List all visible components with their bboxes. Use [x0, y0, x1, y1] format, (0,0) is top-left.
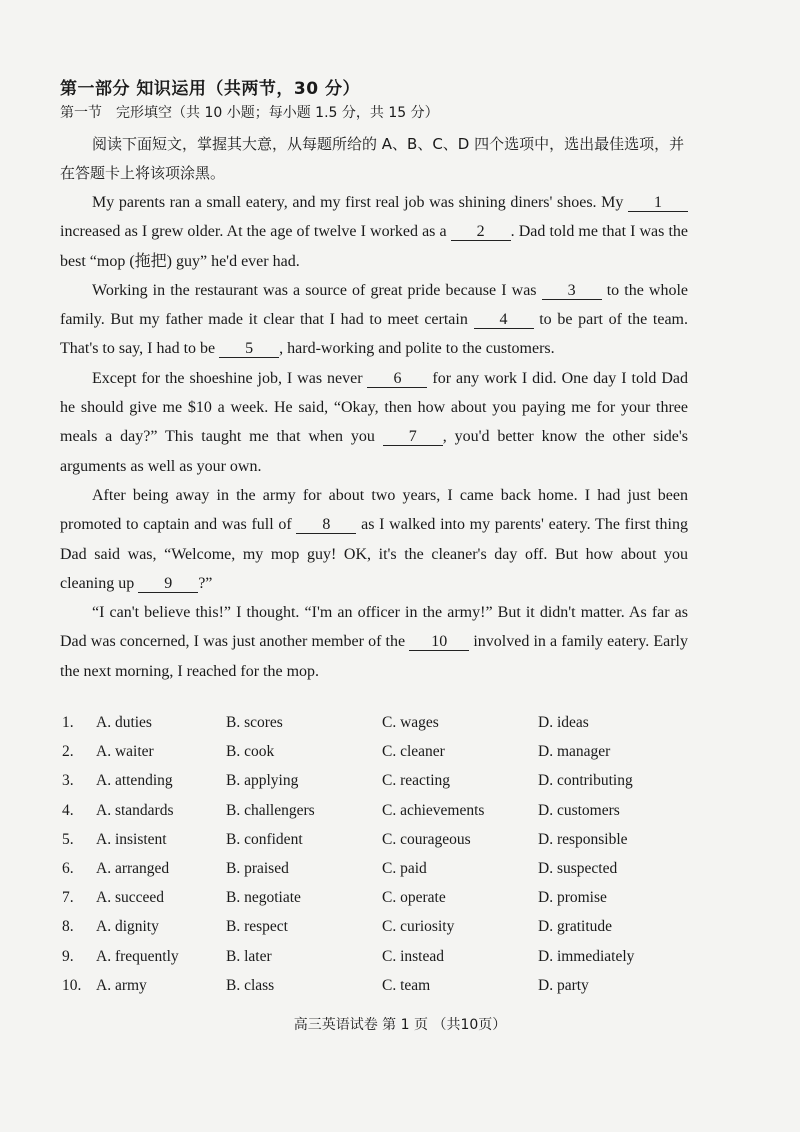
- option-c: C. instead: [382, 947, 444, 965]
- answer-options: [62, 710, 702, 1002]
- question-row: [62, 710, 702, 739]
- passage-text: After being away in the army for about two years, I came back home. I had just been promoted to captain and was full of: [60, 486, 688, 534]
- question-number: 5.: [62, 830, 74, 848]
- option-d: D. contributing: [538, 772, 633, 790]
- option-b: B. confident: [226, 830, 303, 848]
- passage-text: ?”: [198, 574, 213, 592]
- option-c: C. paid: [382, 859, 427, 877]
- option-d: D. promise: [538, 889, 607, 907]
- option-a: A. attending: [96, 772, 173, 790]
- option-d: D. customers: [538, 801, 620, 819]
- passage-text: “I can't believe this!” I thought. “I'm an officer in the army!” But it didn't matter. As far as Dad was concerned, I was just another member of the: [60, 604, 688, 651]
- option-a: A. waiter: [96, 743, 154, 761]
- blank-2: 2: [451, 224, 511, 241]
- option-b: B. applying: [226, 772, 299, 790]
- passage-text: to be part of the team. That's to say, I had to be: [60, 311, 688, 358]
- option-d: D. gratitude: [538, 918, 613, 936]
- option-c: C. operate: [382, 889, 446, 907]
- question-row: [62, 944, 702, 973]
- option-a: A. dignity: [96, 918, 159, 936]
- question-number: 10.: [62, 976, 82, 994]
- option-c: C. team: [382, 976, 431, 994]
- option-b: B. respect: [226, 918, 288, 936]
- option-d: D. suspected: [538, 859, 618, 877]
- question-row: [62, 827, 702, 856]
- blank-4: 4: [474, 312, 534, 329]
- passage-text: for any work I did. One day I told Dad he should give me $10 a week. He said, “Okay, then how about you paying me for your three meals a day?” This taught me that when you: [60, 369, 688, 446]
- question-number: 4.: [62, 801, 74, 819]
- option-c: C. achievements: [382, 801, 485, 819]
- option-a: A. succeed: [96, 889, 164, 907]
- question-row: [62, 914, 702, 943]
- option-b: B. later: [226, 947, 272, 965]
- option-c: C. courageous: [382, 830, 471, 848]
- instructions: 阅读下面短文，掌握其大意，从每题所给的 A、B、C、D 四个选项中，选出最佳选项，并在答题卡上将该项涂黑。: [60, 135, 685, 182]
- option-d: D. party: [538, 976, 589, 994]
- page-footer: 高三英语试卷 第 1 页 （共10页）: [293, 1017, 507, 1033]
- passage-paragraph-4: [60, 481, 688, 598]
- passage-paragraph-3: [60, 364, 688, 481]
- question-number: 6.: [62, 859, 74, 877]
- option-d: D. immediately: [538, 947, 635, 965]
- passage-paragraph-5: [60, 598, 688, 686]
- blank-8: 8: [296, 517, 356, 534]
- option-a: A. arranged: [96, 859, 170, 877]
- blank-5: 5: [219, 341, 279, 358]
- question-row: [62, 739, 702, 768]
- question-row: [62, 798, 702, 827]
- option-a: A. frequently: [96, 947, 179, 965]
- passage-text: Except for the shoeshine job, I was never: [92, 369, 368, 387]
- option-b: B. negotiate: [226, 889, 301, 907]
- passage-paragraph-2: [60, 276, 688, 364]
- option-b: B. scores: [226, 714, 283, 731]
- option-b: B. class: [226, 976, 275, 994]
- option-d: D. ideas: [538, 714, 589, 731]
- passage-text: My parents ran a small eatery, and my first real job was shining diners' shoes. My: [92, 194, 628, 211]
- passage-text: to the whole family. But my father made it clear that I had to meet certain: [60, 281, 688, 329]
- option-d: D. responsible: [538, 830, 628, 848]
- passage-text: , hard-working and polite to the customers.: [279, 340, 555, 358]
- question-number: 3.: [62, 772, 74, 790]
- section-title: 第一节 完形填空（共 10 小题；每小题 1.5 分，共 15 分）: [60, 105, 439, 121]
- blank-9: 9: [138, 576, 198, 593]
- question-number: 2.: [62, 743, 74, 761]
- option-a: A. army: [96, 976, 147, 994]
- passage-text: Working in the restaurant was a source of great pride because I was: [92, 281, 542, 299]
- blank-10: 10: [409, 634, 469, 651]
- blank-6: 6: [367, 371, 427, 388]
- option-a: A. duties: [96, 714, 152, 731]
- question-row: [62, 856, 702, 885]
- option-b: B. praised: [226, 859, 289, 877]
- option-c: C. curiosity: [382, 918, 455, 936]
- part-title: 第一部分 知识运用（共两节，30 分）: [60, 79, 360, 99]
- question-number: 8.: [62, 918, 74, 936]
- question-number: 1.: [62, 714, 74, 731]
- question-number: 9.: [62, 947, 74, 965]
- option-c: C. reacting: [382, 772, 451, 790]
- passage-text: involved in a family eatery. Early the next morning, I reached for the mop.: [60, 633, 688, 680]
- blank-1: 1: [628, 195, 688, 212]
- option-b: B. cook: [226, 743, 275, 761]
- passage-text: , you'd better know the other side's arguments as well as your own.: [60, 428, 688, 475]
- passage-paragraph-1: [60, 188, 688, 276]
- blank-7: 7: [383, 429, 443, 446]
- passage-text: . Dad told me that I was the best “mop (拖把) guy” he'd ever had.: [60, 223, 689, 270]
- cloze-passage: [60, 188, 688, 686]
- passage-text: increased as I grew older. At the age of twelve I worked as a: [60, 223, 451, 241]
- question-number: 7.: [62, 889, 74, 907]
- option-d: D. manager: [538, 743, 611, 761]
- option-b: B. challengers: [226, 801, 315, 819]
- blank-3: 3: [542, 283, 602, 300]
- question-row: [62, 973, 702, 1002]
- passage-text: as I walked into my parents' eatery. The first thing Dad said was, “Welcome, my mop guy! OK, it's the cleaner's day off. But how about you cleaning up: [60, 516, 688, 592]
- option-c: C. cleaner: [382, 743, 445, 761]
- option-a: A. standards: [96, 801, 174, 819]
- option-c: C. wages: [382, 714, 439, 731]
- option-a: A. insistent: [96, 830, 167, 848]
- question-row: [62, 885, 702, 914]
- question-row: [62, 768, 702, 797]
